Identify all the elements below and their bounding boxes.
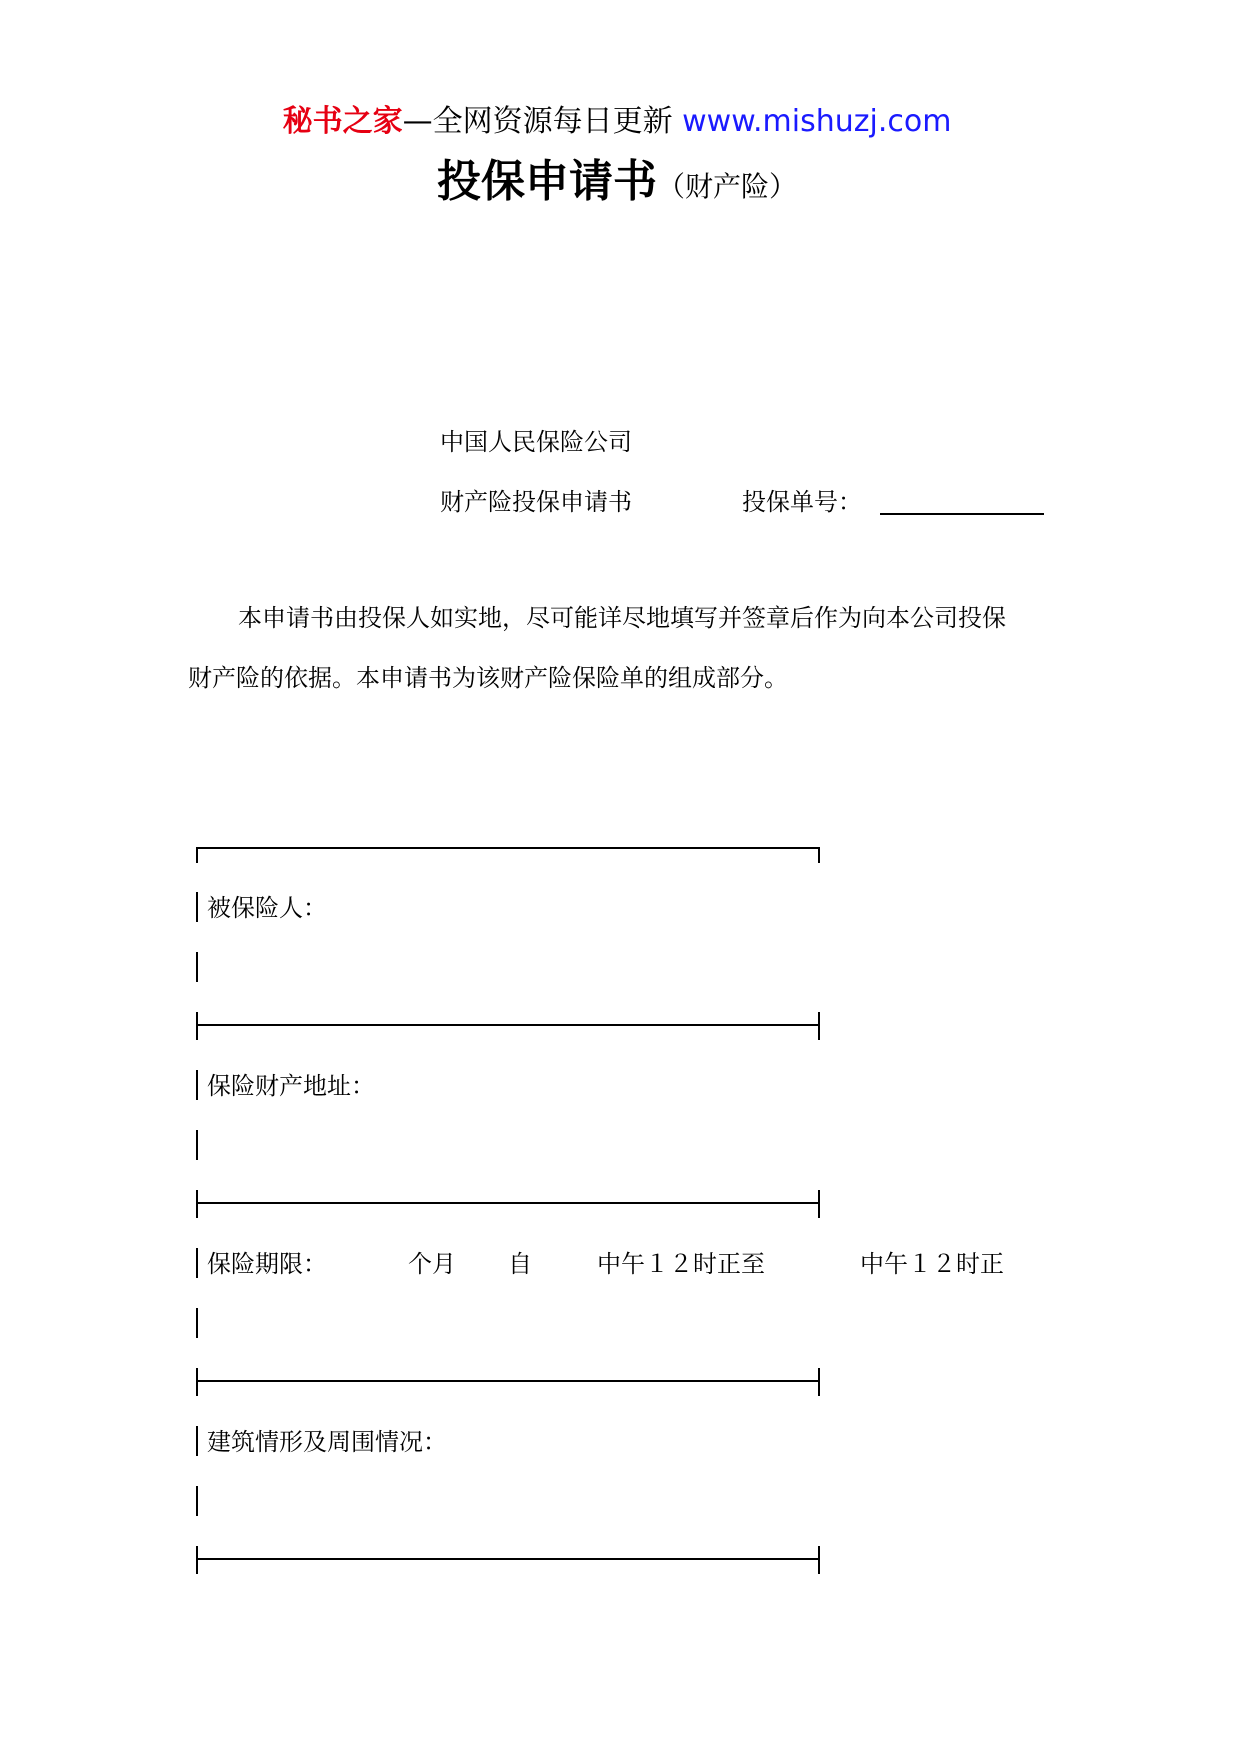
section-divider <box>196 1380 820 1382</box>
divider-left-tick <box>196 1546 198 1574</box>
period-start-noon-text: 中午１２时正至 <box>597 1250 765 1278</box>
form-top-border <box>196 847 820 849</box>
document-title <box>0 152 1234 221</box>
form-top-left-corner <box>196 847 198 863</box>
insured-input-area[interactable] <box>196 952 198 982</box>
banner-url-link[interactable]: www.mishuzj.com <box>682 104 952 139</box>
section-divider <box>196 1202 820 1204</box>
building-situation-label: 建筑情形及周围情况： <box>207 1428 447 1456</box>
period-end-noon-text: 中午１２时正 <box>860 1250 1004 1278</box>
form-name: 财产险投保申请书 <box>440 488 632 516</box>
insured-label: 被保险人： <box>207 894 327 922</box>
site-banner <box>0 102 1234 142</box>
form-left-border <box>196 892 198 922</box>
company-name: 中国人民保险公司 <box>440 428 632 456</box>
insurance-period-label: 保险期限： <box>207 1250 327 1278</box>
form-top-right-corner <box>818 847 820 863</box>
divider-right-tick <box>818 1190 820 1218</box>
order-number-field[interactable] <box>880 513 1044 515</box>
title-subtitle: （财产险） <box>656 170 797 203</box>
intro-line-1: 本申请书由投保人如实地，尽可能详尽地填写并签章后作为向本公司投保 <box>238 604 1006 632</box>
section-divider <box>196 1024 820 1026</box>
divider-right-tick <box>818 1546 820 1574</box>
building-situation-input-area[interactable] <box>196 1486 198 1516</box>
divider-left-tick <box>196 1012 198 1040</box>
period-months-text: 个月 <box>408 1250 456 1278</box>
divider-right-tick <box>818 1012 820 1040</box>
banner-tagline: —全网资源每日更新 <box>402 104 673 139</box>
divider-left-tick <box>196 1190 198 1218</box>
insurance-period-input-area[interactable] <box>196 1308 198 1338</box>
title-main: 投保申请书 <box>436 156 657 207</box>
property-address-input-area[interactable] <box>196 1130 198 1160</box>
divider-right-tick <box>818 1368 820 1396</box>
divider-left-tick <box>196 1368 198 1396</box>
period-from-text: 自 <box>508 1250 532 1278</box>
property-address-label: 保险财产地址： <box>207 1072 375 1100</box>
brand-name: 秘书之家 <box>282 104 403 139</box>
form-left-border <box>196 1070 198 1100</box>
intro-line-2: 财产险的依据。本申请书为该财产险保险单的组成部分。 <box>188 664 788 692</box>
form-left-border <box>196 1248 198 1278</box>
section-divider <box>196 1558 820 1560</box>
form-left-border <box>196 1426 198 1456</box>
order-number-label: 投保单号： <box>742 488 862 516</box>
